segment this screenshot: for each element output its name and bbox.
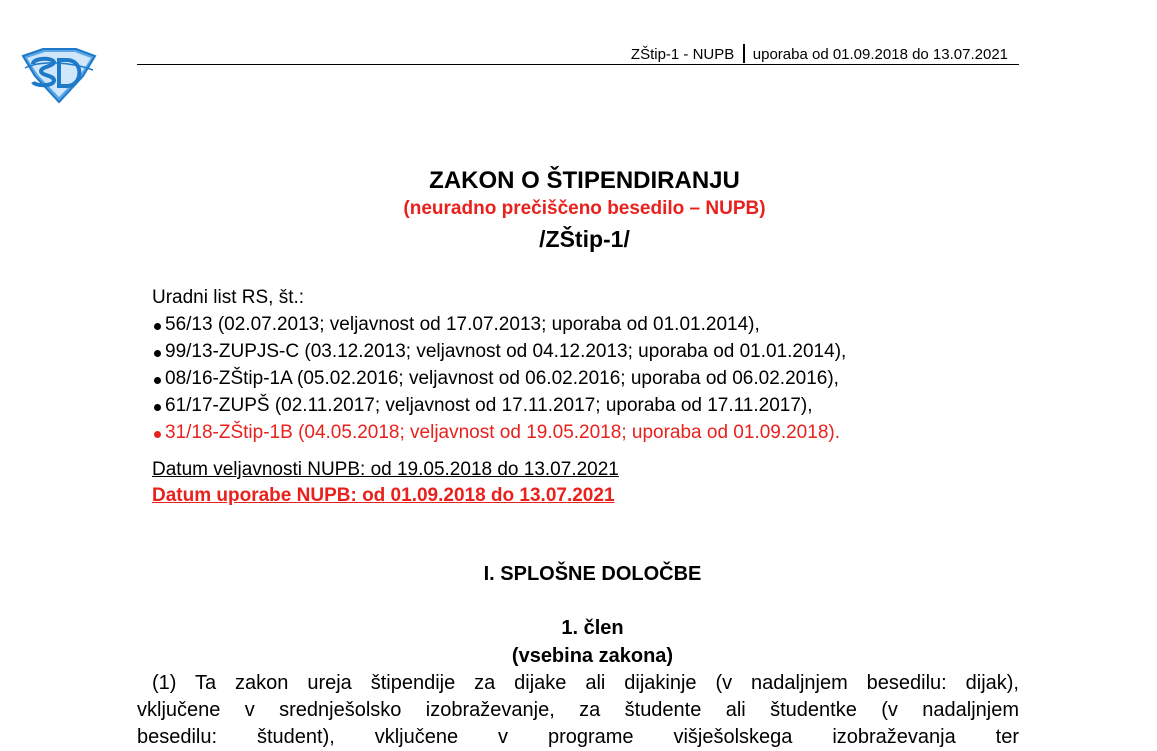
law-abbreviation: /ZŠtip-1/	[539, 226, 630, 252]
validity-date: Datum veljavnosti NUPB: od 19.05.2018 do 13.07.2021	[152, 459, 619, 480]
gazette-item-current: 31/18-ZŠtip-1B (04.05.2018; veljavnost od 19.05.2018; uporaba od 01.09.2018).	[152, 419, 846, 446]
article-subject: (vsebina zakona)	[511, 645, 674, 667]
usage-date: Datum uporabe NUPB: od 01.09.2018 do 13.07.2021	[152, 485, 615, 506]
chapter-title: I. SPLOŠNE DOLOČBE	[483, 563, 702, 585]
gazette-list	[152, 284, 846, 446]
sd-shield-logo-icon	[21, 46, 97, 104]
gazette-intro: Uradni list RS, št.:	[152, 287, 305, 308]
gazette-item: 99/13-ZUPJS-C (03.12.2013; veljavnost od 04.12.2013; uporaba od 01.01.2014),	[152, 338, 846, 365]
law-subtitle: (neuradno prečiščeno besedilo – NUPB)	[403, 198, 766, 219]
header-separator	[743, 44, 745, 63]
header-rule	[137, 64, 1019, 65]
body-line: (1) Ta zakon ureja štipendije za dijake ali dijakinje (v nadaljnjem besedilu: dijak),	[152, 672, 1019, 694]
usage-period: uporaba od 01.09.2018 do 13.07.2021	[752, 46, 1008, 63]
gazette-item: 56/13 (02.07.2013; veljavnost od 17.07.2013; uporaba od 01.01.2014),	[152, 311, 846, 338]
article-number: 1. člen	[561, 617, 624, 639]
validity-dates	[152, 457, 619, 509]
article-body	[137, 670, 1019, 751]
page-header	[631, 44, 1008, 64]
document-code: ZŠtip-1 - NUPB	[630, 46, 735, 63]
body-line: besedilu: študent), vključene v programe višješolskega izobraževanja ter	[137, 726, 1019, 748]
gazette-item: 08/16-ZŠtip-1A (05.02.2016; veljavnost od 06.02.2016; uporaba od 06.02.2016),	[152, 365, 846, 392]
gazette-item: 61/17-ZUPŠ (02.11.2017; veljavnost od 17.11.2017; uporaba od 17.11.2017),	[152, 392, 846, 419]
law-title: ZAKON O ŠTIPENDIRANJU	[429, 167, 740, 194]
body-line: vključene v srednješolsko izobraževanje, za študente ali študentke (v nadaljnjem	[137, 699, 1019, 721]
